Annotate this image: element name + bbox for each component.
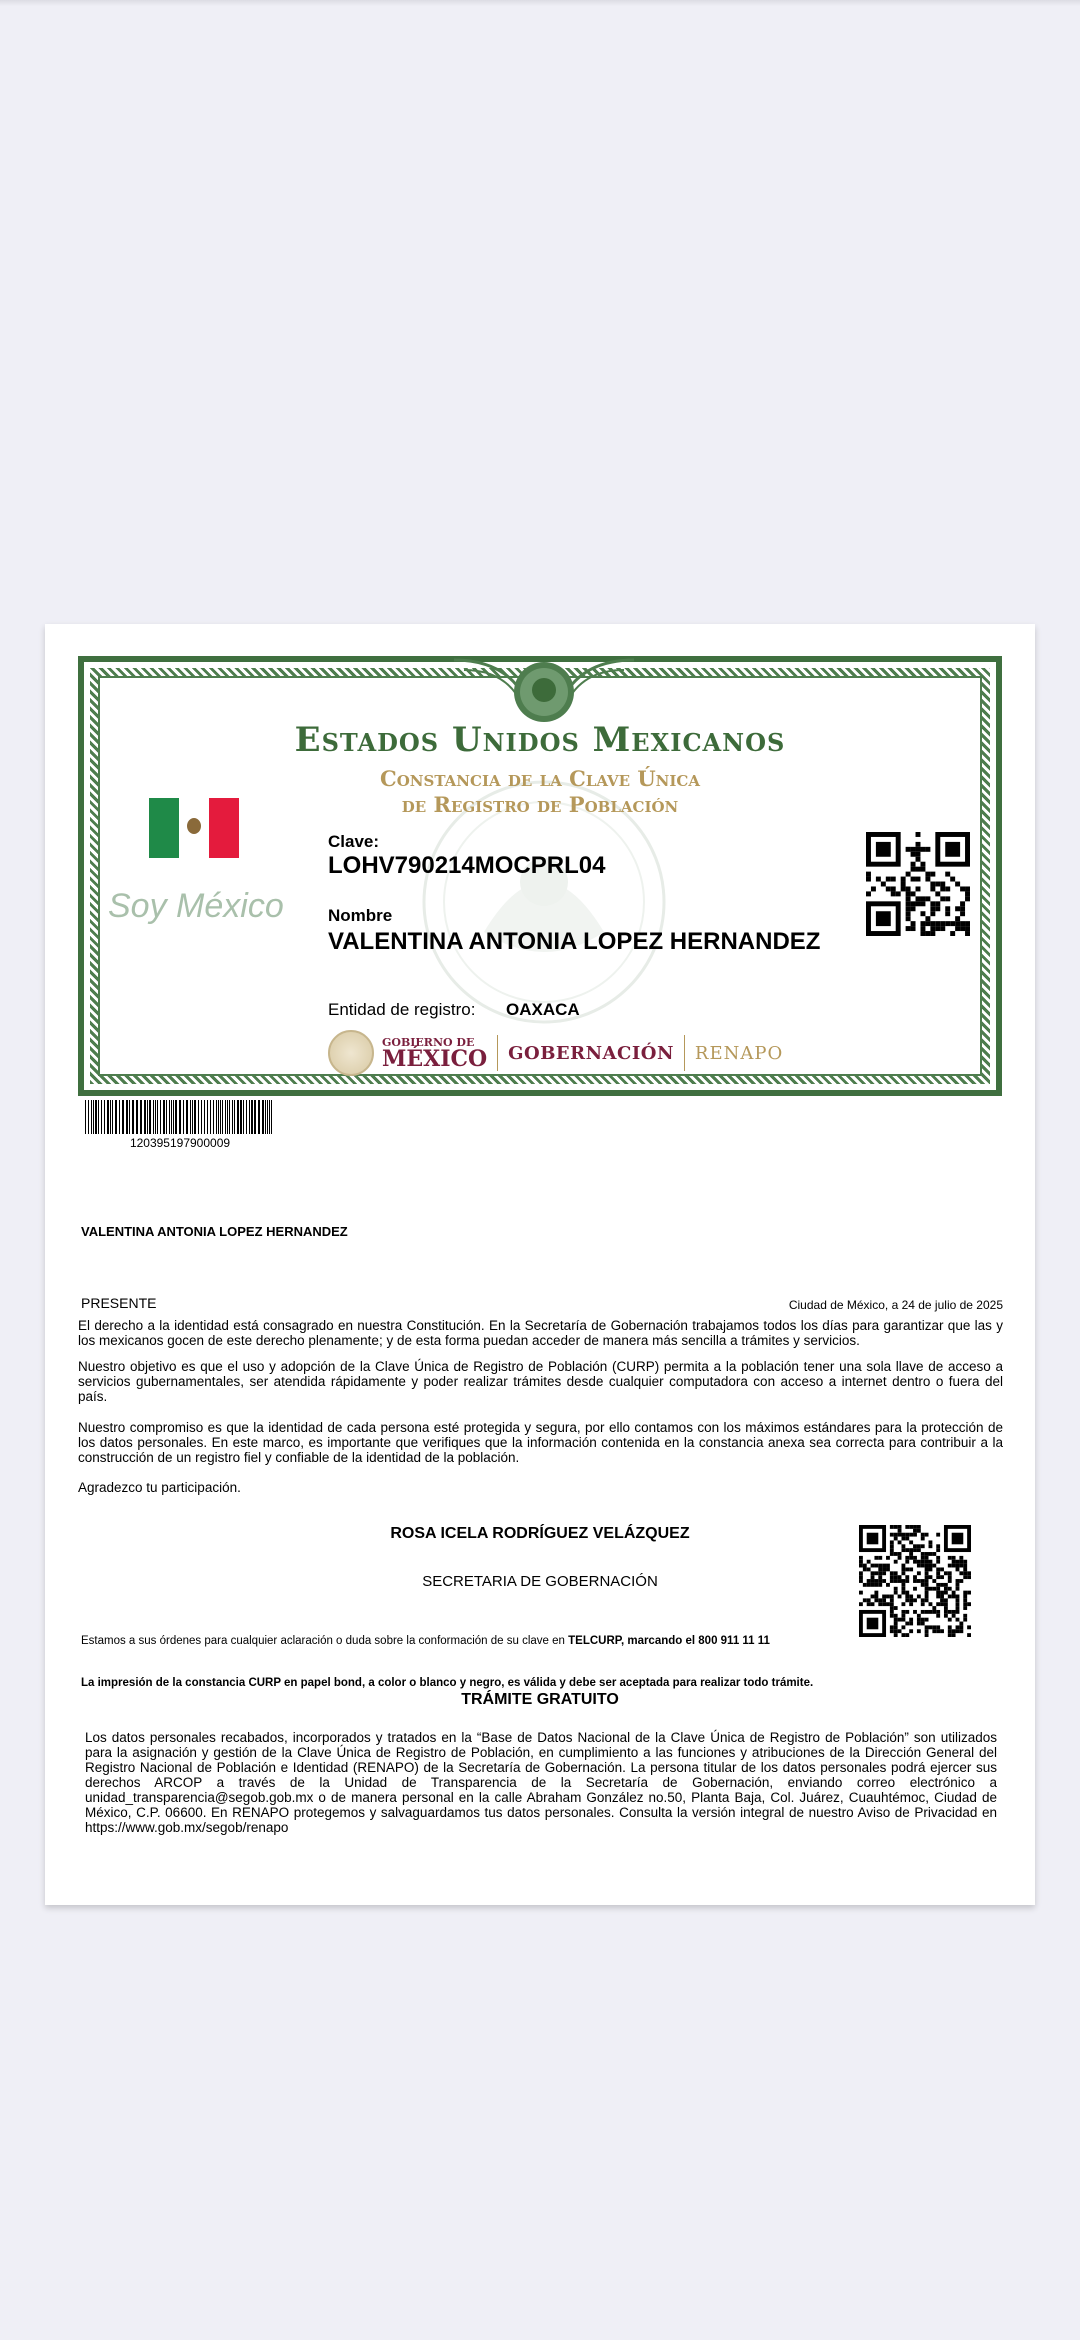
clave-value: LOHV790214MOCPRL04 xyxy=(328,852,606,879)
mexico-flag-icon xyxy=(149,798,239,858)
barcode xyxy=(85,1100,275,1134)
certificate-title: Estados Unidos Mexicanos xyxy=(294,720,786,760)
curp-certificate xyxy=(78,656,1002,1096)
letter-qr-code xyxy=(859,1525,971,1637)
logo-gob-top: GOBIERNO DE xyxy=(382,1035,475,1049)
paragraph-1: El derecho a la identidad está consagrado en nuestra Constitución. En la Secretaría de Gobernación trabajamos todos los días para garantizar que las y los mexicanos gocen de este derecho plenamente; y de esta forma puedan acceder de manera más sencilla a trámites y servicios. xyxy=(78,1318,1003,1348)
print-note: La impresión de la constancia CURP en papel bond, a color o blanco y negro, es válida y debe ser aceptada para realizar todo trámite. xyxy=(81,1677,814,1689)
certificate-subtitle-1: Constancia de la Clave Única xyxy=(380,766,700,791)
entidad-label: Entidad de registro: xyxy=(328,1000,476,1019)
renapo-logo: RENAPO xyxy=(694,1042,784,1064)
gobernacion-logo: GOBERNACIÓN xyxy=(508,1042,674,1064)
place-date: Ciudad de México, a 24 de julio de 2025 xyxy=(788,1298,1003,1312)
nombre-value: VALENTINA ANTONIA LOPEZ HERNANDEZ xyxy=(328,928,821,955)
logo-gob-bottom: MÉXICO xyxy=(382,1045,488,1072)
paragraph-3: Nuestro compromiso es que la identidad de cada persona esté protegida y segura, por ello contamos con los máximos estándares para la protección de los datos personales. En este marco, es importante que verifiques que la información contenida en la constancia anexa sea correcta para contribuir a la construcción de un registro fiel y confiable de la identidad de la población. xyxy=(78,1420,1003,1465)
nombre-label: Nombre xyxy=(328,906,393,925)
gobierno-de-mexico-logo xyxy=(382,1037,487,1070)
logo-divider xyxy=(684,1035,685,1071)
thanks: Agradezco tu participación. xyxy=(78,1480,241,1495)
privacy-notice: Los datos personales recabados, incorporados y tratados en la “Base de Datos Nacional de la Clave Única de Registro de Población” son utilizados para la asignación y gestión de la Clave Única de Registro de Población, en cumplimiento a las funciones y atribuciones de la Dirección General del Registro Nacional de Población e Identidad (RENAPO) de la Secretaría de Gobernación. La persona titular de los datos personales podrá ejercer sus derechos ARCOP a través de la Unidad de Transparencia de la Secretaría de Gobernación, enviando correo electrónico a unidad_transparencia@segob.gob.mx o de manera personal en la calle Abraham González no.50, Planta Baja, Col. Juárez, Cuauhtémoc, Ciudad de México, C.P. 06600. En RENAPO protegemos y salvaguardamos tus datos personales. Consulta la versión integral de nuestro Aviso de Privacidad en https://www.gob.mx/segob/renapo xyxy=(85,1730,997,1835)
government-logos xyxy=(328,1030,783,1076)
status-bar-shadow xyxy=(0,0,1080,6)
signer-name: ROSA ICELA RODRÍGUEZ VELÁZQUEZ xyxy=(390,1525,690,1542)
paragraph-2: Nuestro objetivo es que el uso y adopción de la Clave Única de Registro de Población (CURP) permita a la población tener una sola llave de acceso a servicios gubernamentales, ser atendida rápidamente y poder realizar trámites desde cualquier computadora con acceso a internet dentro o fuera del país. xyxy=(78,1359,1003,1404)
logo-divider xyxy=(497,1035,498,1071)
clave-label: Clave: xyxy=(328,832,380,851)
document-page xyxy=(45,624,1035,1905)
contact-phone: TELCURP, marcando el 800 911 11 11 xyxy=(568,1635,770,1647)
national-seal-icon xyxy=(328,1030,374,1076)
barcode-number: 120395197900009 xyxy=(129,1136,231,1150)
entidad-value: OAXACA xyxy=(506,1000,580,1019)
recipient-name: VALENTINA ANTONIA LOPEZ HERNANDEZ xyxy=(81,1224,348,1239)
slogan: Soy México xyxy=(108,887,284,925)
coat-of-arms-icon xyxy=(444,656,644,728)
presente-label: PRESENTE xyxy=(81,1295,157,1311)
signer-title: SECRETARIA DE GOBERNACIÓN xyxy=(422,1573,658,1590)
contact-prefix: Estamos a sus órdenes para cualquier aclaración o duda sobre la conformación de su clave en xyxy=(81,1635,569,1647)
contact-line xyxy=(81,1634,770,1649)
certificate-qr-code xyxy=(866,832,970,936)
certificate-subtitle-2: de Registro de Población xyxy=(401,792,679,817)
free-title: TRÁMITE GRATUITO xyxy=(461,1691,619,1708)
